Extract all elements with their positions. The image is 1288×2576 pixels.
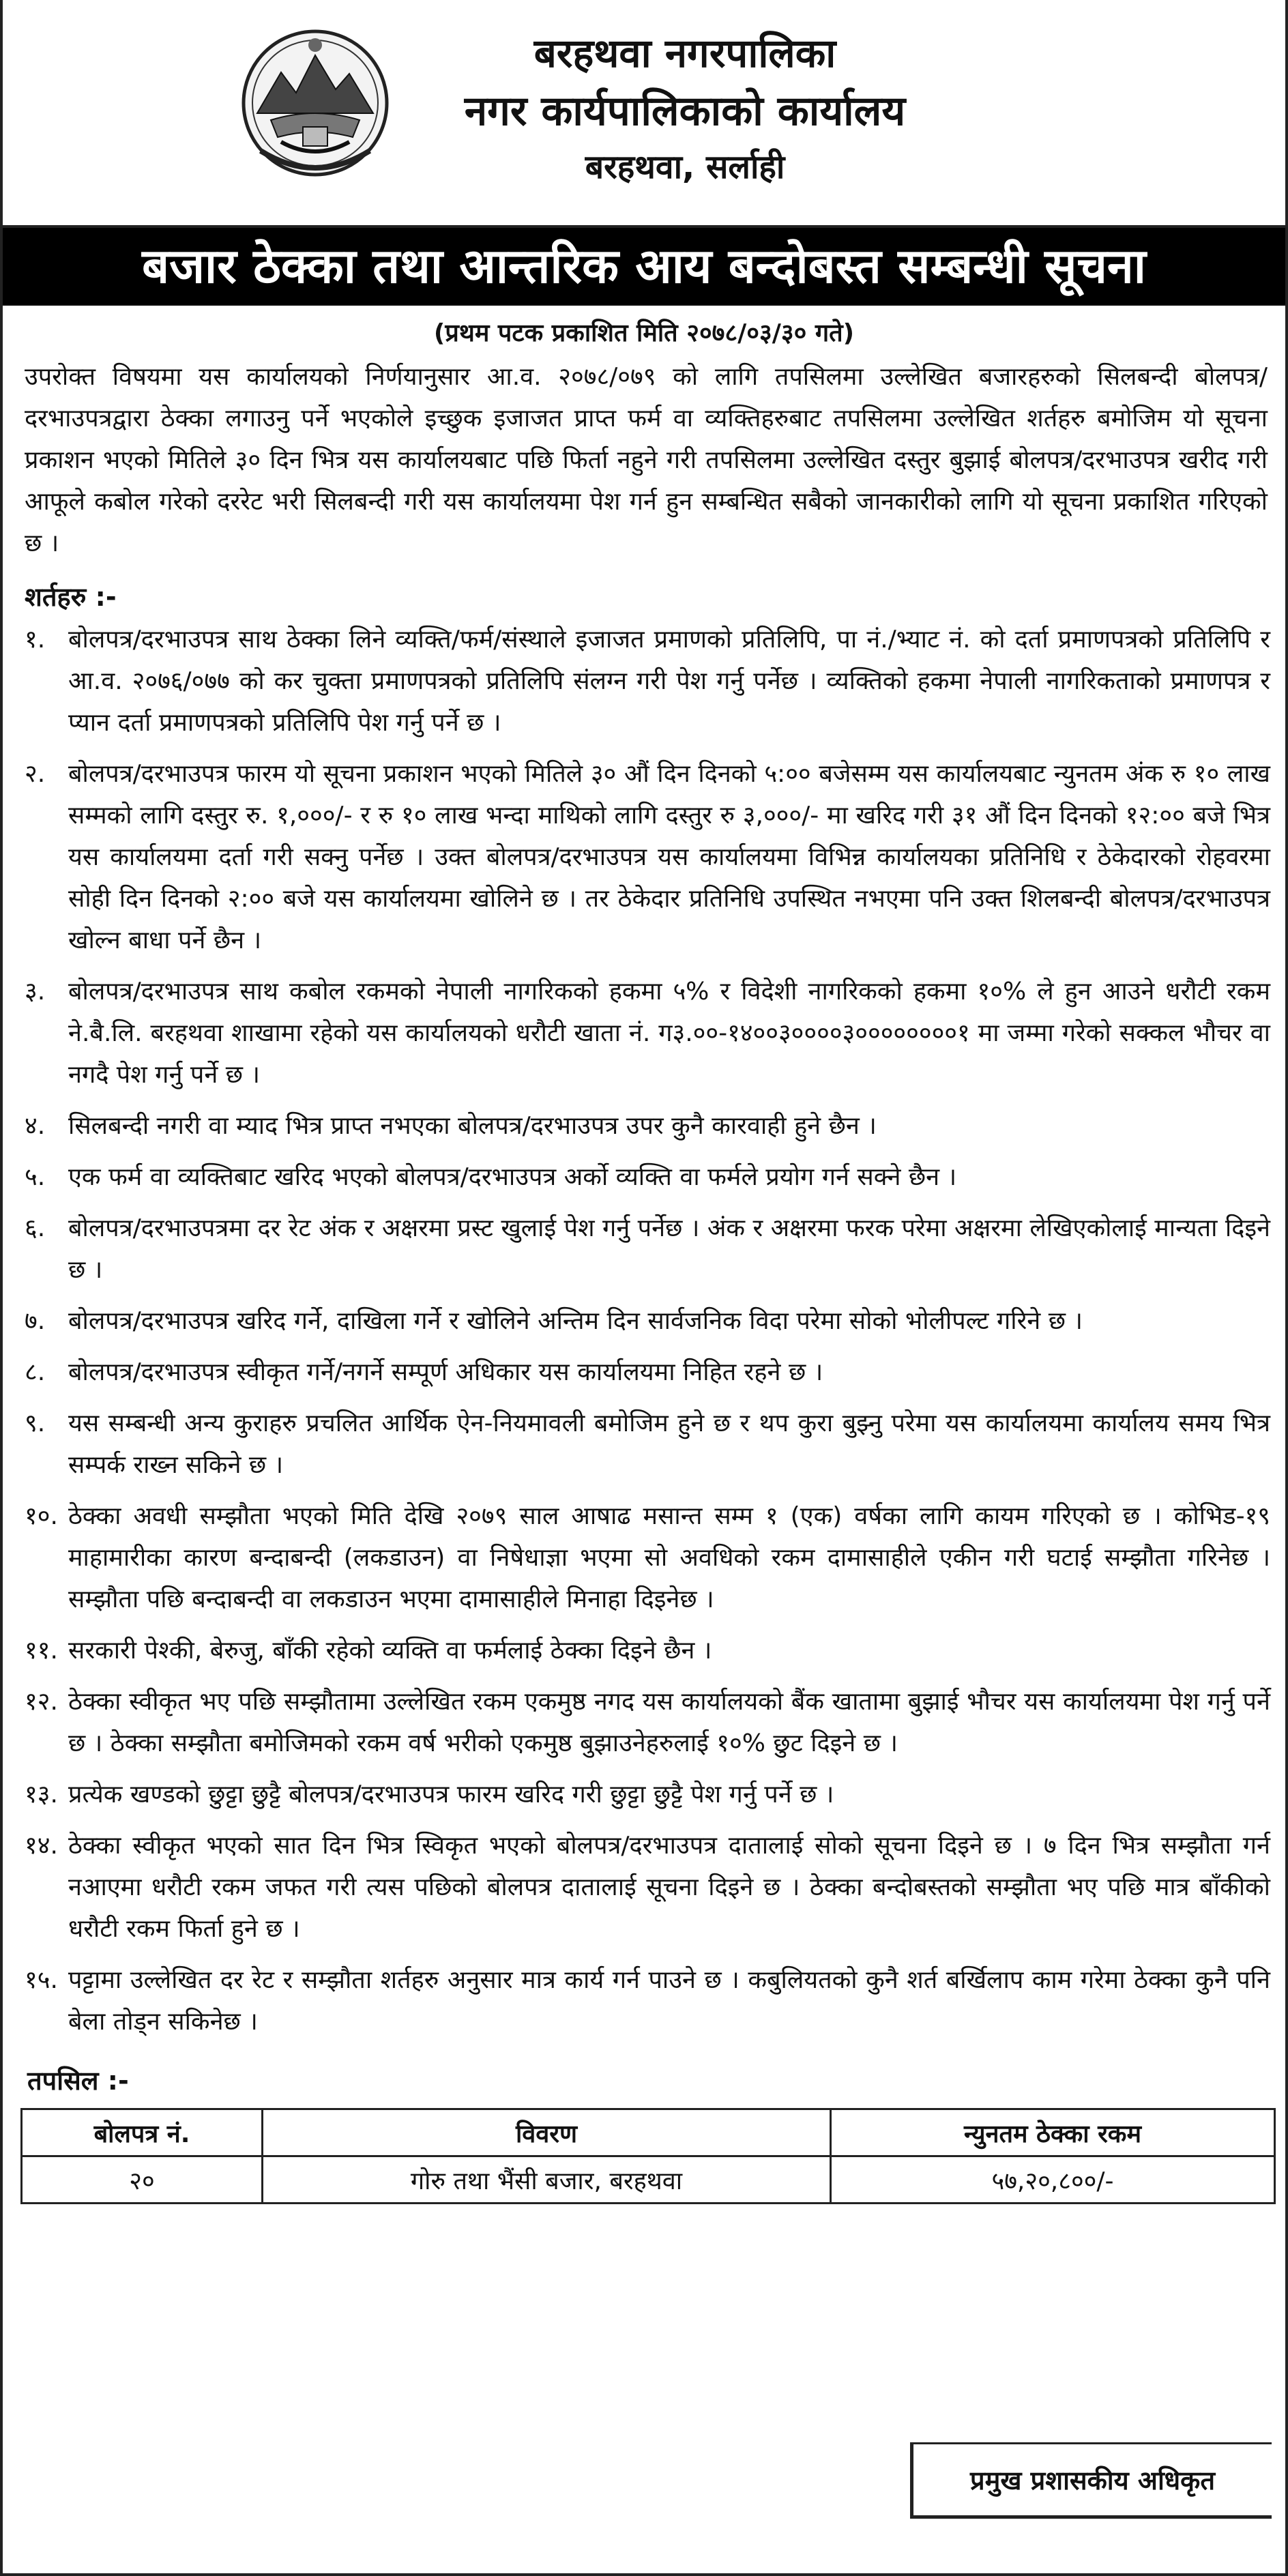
term-item bbox=[25, 1105, 1270, 1147]
term-item bbox=[25, 1495, 1270, 1620]
term-text: ठेक्का स्वीकृत भएको सात दिन भित्र स्विकृत भएको बोलपत्र/दरभाउपत्र दातालाई सोको सूचना दिइने छ । ७ दिन भित्र सम्झौता गर्न नआएमा धरौटी रकम जफत गरी त्यस पछिको बोलपत्र दातालाई सूचना दिइने छ । ठेक्का बन्दोबस्तको सम्झौता भए पछि मात्र बाँकीको धरौटी रकम फिर्ता हुने छ । bbox=[68, 1832, 1270, 1943]
term-item bbox=[25, 1774, 1270, 1815]
schedule-heading: तपसिल :- bbox=[27, 2066, 129, 2096]
column-header-bid-number: बोलपत्र नं. bbox=[22, 2109, 263, 2156]
term-item bbox=[25, 1630, 1270, 1671]
term-item bbox=[25, 971, 1270, 1096]
term-text: बोलपत्र/दरभाउपत्र फारम यो सूचना प्रकाशन भएको मितिले ३० औं दिन दिनको ५:०० बजेसम्म यस कार्यालयबाट न्युनतम अंक रु १० लाख सम्मको लागि दस्तुर रु. १,०००/- र रु १० लाख भन्दा माथिको लागि दस्तुर रु ३,०००/- मा खरिद गरी ३१ औं दिन दिनको १२:०० बजे भित्र यस कार्यालयमा दर्ता गरी सक्नु पर्नेछ । उक्त बोलपत्र/दरभाउपत्र यस कार्यालयमा विभिन्न कार्यालयका प्रतिनिधि र ठेकेदारको रोहवरमा सोही दिन दिनको २:०० बजे यस कार्यालयमा खोलिने छ । तर ठेकेदार प्रतिनिधि उपस्थित नभएमा पनि उक्त शिलबन्दी बोलपत्र/दरभाउपत्र खोल्न बाधा पर्ने छैन । bbox=[68, 760, 1270, 954]
term-text: ठेक्का अवधी सम्झौता भएको मिति देखि २०७९ साल आषाढ मसान्त सम्म १ (एक) वर्षका लागि कायम गरिएको छ । कोभिड-१९ माहामारीका कारण बन्दाबन्दी (लकडाउन) वा निषेधाज्ञा भएमा सो अवधिको रकम दामासाहीले एकीन गरी घटाई सम्झौता गरिनेछ । सम्झौता पछि बन्दाबन्दी वा लकडाउन भएमा दामासाहीले मिनाहा दिइनेछ । bbox=[68, 1502, 1270, 1613]
term-text: पट्टामा उल्लेखित दर रेट र सम्झौता शर्तहरु अनुसार मात्र कार्य गर्न पाउने छ । कबुलियतको कुनै शर्त बर्खिलाप काम गरेमा ठेक्का कुनै पनि बेला तोड्न सकिनेछ । bbox=[68, 1966, 1270, 2036]
term-item bbox=[25, 1403, 1270, 1486]
term-item bbox=[25, 1825, 1270, 1950]
term-number: १५. bbox=[25, 1966, 58, 1994]
term-text: सरकारी पेश्की, बेरुजु, बाँकी रहेको व्यक्ति वा फर्मलाई ठेक्का दिइने छैन । bbox=[68, 1637, 712, 1665]
term-text: सिलबन्दी नगरी वा म्याद भित्र प्राप्त नभएका बोलपत्र/दरभाउपत्र उपर कुनै कारवाही हुने छैन । bbox=[68, 1112, 877, 1140]
municipality-name: बरहथवा नगरपालिका bbox=[533, 30, 836, 76]
term-text: बोलपत्र/दरभाउपत्रमा दर रेट अंक र अक्षरमा प्रस्ट खुलाई पेश गर्नु पर्नेछ । अंक र अक्षरमा फरक परेमा अक्षरमा लेखिएकोलाई मान्यता दिइने छ । bbox=[68, 1214, 1270, 1284]
term-text: बोलपत्र/दरभाउपत्र साथ ठेक्का लिने व्यक्ति/फर्म/संस्थाले इजाजत प्रमाणको प्रतिलिपि, पा नं./भ्याट नं. को दर्ता प्रमाणपत्रको प्रतिलिपि र आ.व. २०७६/०७७ को कर चुक्ता प्रमाणपत्रको प्रतिलिपि संलग्न गरी पेश गर्नु पर्नेछ । व्यक्तिको हकमा नेपाली नागरिकताको प्रमाणपत्र र प्यान दर्ता प्रमाणपत्रको प्रतिलिपि पेश गर्नु पर्ने छ । bbox=[68, 626, 1270, 737]
cell-description: गोरु तथा भैंसी बजार, बरहथवा bbox=[263, 2156, 831, 2204]
notice-title-banner: बजार ठेक्का तथा आन्तरिक आय बन्दोबस्त सम्बन्धी सूचना bbox=[3, 228, 1285, 306]
publication-date: (प्रथम पटक प्रकाशित मिति २०७८/०३/३० गते) bbox=[433, 319, 855, 347]
term-number: १०. bbox=[25, 1502, 58, 1530]
term-number: ९. bbox=[25, 1409, 46, 1437]
term-text: एक फर्म वा व्यक्तिबाट खरिद भएको बोलपत्र/दरभाउपत्र अर्को व्यक्ति वा फर्मले प्रयोग गर्न सक्ने छैन । bbox=[68, 1163, 957, 1191]
term-number: ७. bbox=[25, 1307, 46, 1335]
term-item bbox=[25, 1208, 1270, 1291]
term-text: यस सम्बन्धी अन्य कुराहरु प्रचलित आर्थिक ऐन-नियमावली बमोजिम हुने छ र थप कुरा बुझ्नु परेमा यस कार्यालयमा कार्यालय समय भित्र सम्पर्क राख्न सकिने छ । bbox=[68, 1409, 1270, 1479]
office-title-block bbox=[3, 25, 1285, 194]
term-number: ८. bbox=[25, 1358, 46, 1386]
column-header-minimum-amount: न्युनतम ठेक्का रकम bbox=[831, 2109, 1275, 2156]
term-item bbox=[25, 753, 1270, 961]
term-item bbox=[25, 1681, 1270, 1764]
bottom-border bbox=[3, 2573, 1285, 2576]
term-number: ११. bbox=[25, 1637, 58, 1665]
term-number: ६. bbox=[25, 1214, 46, 1242]
intro-paragraph: उपरोक्त विषयमा यस कार्यालयको निर्णयानुसार आ.व. २०७८/०७९ को लागि तपसिलमा उल्लेखित बजारहरुको सिलबन्दी बोलपत्र/दरभाउपत्रद्वारा ठेक्का लगाउनु पर्ने भएकोले इच्छुक इजाजत प्राप्त फर्म वा व्यक्तिहरुबाट तपसिलमा उल्लेखित शर्तहरु बमोजिम यो सूचना प्रकाशन भएको मितिले ३० दिन भित्र यस कार्यालयबाट पछि फिर्ता नहुने गरी तपसिलमा उल्लेखित दस्तुर बुझाई बोलपत्र/दरभाउपत्र खरीद गरी आफूले कबोल गरेको दररेट भरी सिलबन्दी गरी यस कार्यालयमा पेश गर्न हुन सम्बन्धित सबैको जानकारीको लागि यो सूचना प्रकाशित गरिएको छ । bbox=[25, 363, 1268, 557]
term-item bbox=[25, 1300, 1270, 1342]
table-row bbox=[22, 2156, 1275, 2204]
term-number: ५. bbox=[25, 1163, 46, 1191]
term-item bbox=[25, 1156, 1270, 1198]
term-item bbox=[25, 1959, 1270, 2043]
table-header-row bbox=[22, 2109, 1275, 2156]
term-number: २. bbox=[25, 760, 46, 788]
term-text: ठेक्का स्वीकृत भए पछि सम्झौतामा उल्लेखित रकम एकमुष्ठ नगद यस कार्यालयको बैंक खातामा बुझाई भौचर यस कार्यालयमा पेश गर्नु पर्ने छ । ठेक्का सम्झौता बमोजिमको रकम वर्ष भरीको एकमुष्ठ बुझाउनेहरुलाई १०% छुट दिइने छ । bbox=[68, 1688, 1270, 1757]
terms-list bbox=[3, 619, 1285, 2043]
office-name: नगर कार्यपालिकाको कार्यालय bbox=[464, 87, 906, 135]
schedule-table bbox=[20, 2108, 1276, 2204]
cell-minimum-amount: ५७,२०,८००/- bbox=[831, 2156, 1275, 2204]
term-text: बोलपत्र/दरभाउपत्र स्वीकृत गर्ने/नगर्ने सम्पूर्ण अधिकार यस कार्यालयमा निहित रहने छ । bbox=[68, 1358, 823, 1386]
term-text: बोलपत्र/दरभाउपत्र खरिद गर्ने, दाखिला गर्ने र खोलिने अन्तिम दिन सार्वजनिक विदा परेमा सोको भोलीपल्ट गरिने छ । bbox=[68, 1307, 1083, 1335]
office-location: बरहथवा, सर्लाही bbox=[585, 148, 785, 186]
term-number: १३. bbox=[25, 1781, 58, 1809]
term-number: १४. bbox=[25, 1832, 58, 1860]
term-item bbox=[25, 619, 1270, 744]
term-text: बोलपत्र/दरभाउपत्र साथ कबोल रकमको नेपाली नागरिकको हकमा ५% र विदेशी नागरिकको हकमा १०% ले हुन आउने धरौटी रकम ने.बै.लि. बरहथवा शाखामा रहेको यस कार्यालयको धरौटी खाता नं. ग३.००-१४००३००००३००००००००१ मा जम्मा गरेको सक्कल भौचर वा नगदै पेश गर्नु पर्ने छ । bbox=[68, 978, 1270, 1089]
term-text: प्रत्येक खण्डको छुट्टा छुट्टै बोलपत्र/दरभाउपत्र फारम खरिद गरी छुट्टा छुट्टै पेश गर्नु पर्ने छ । bbox=[68, 1781, 834, 1809]
term-number: १. bbox=[25, 626, 46, 654]
term-item bbox=[25, 1351, 1270, 1393]
header bbox=[3, 0, 1285, 228]
terms-heading: शर्तहरु :- bbox=[25, 582, 117, 612]
term-number: ४. bbox=[25, 1112, 46, 1140]
cell-bid-number: २० bbox=[22, 2156, 263, 2204]
column-header-description: विवरण bbox=[263, 2109, 831, 2156]
signature-block: प्रमुख प्रशासकीय अधिकृत bbox=[910, 2442, 1272, 2519]
term-number: १२. bbox=[25, 1688, 58, 1716]
term-number: ३. bbox=[25, 978, 46, 1006]
